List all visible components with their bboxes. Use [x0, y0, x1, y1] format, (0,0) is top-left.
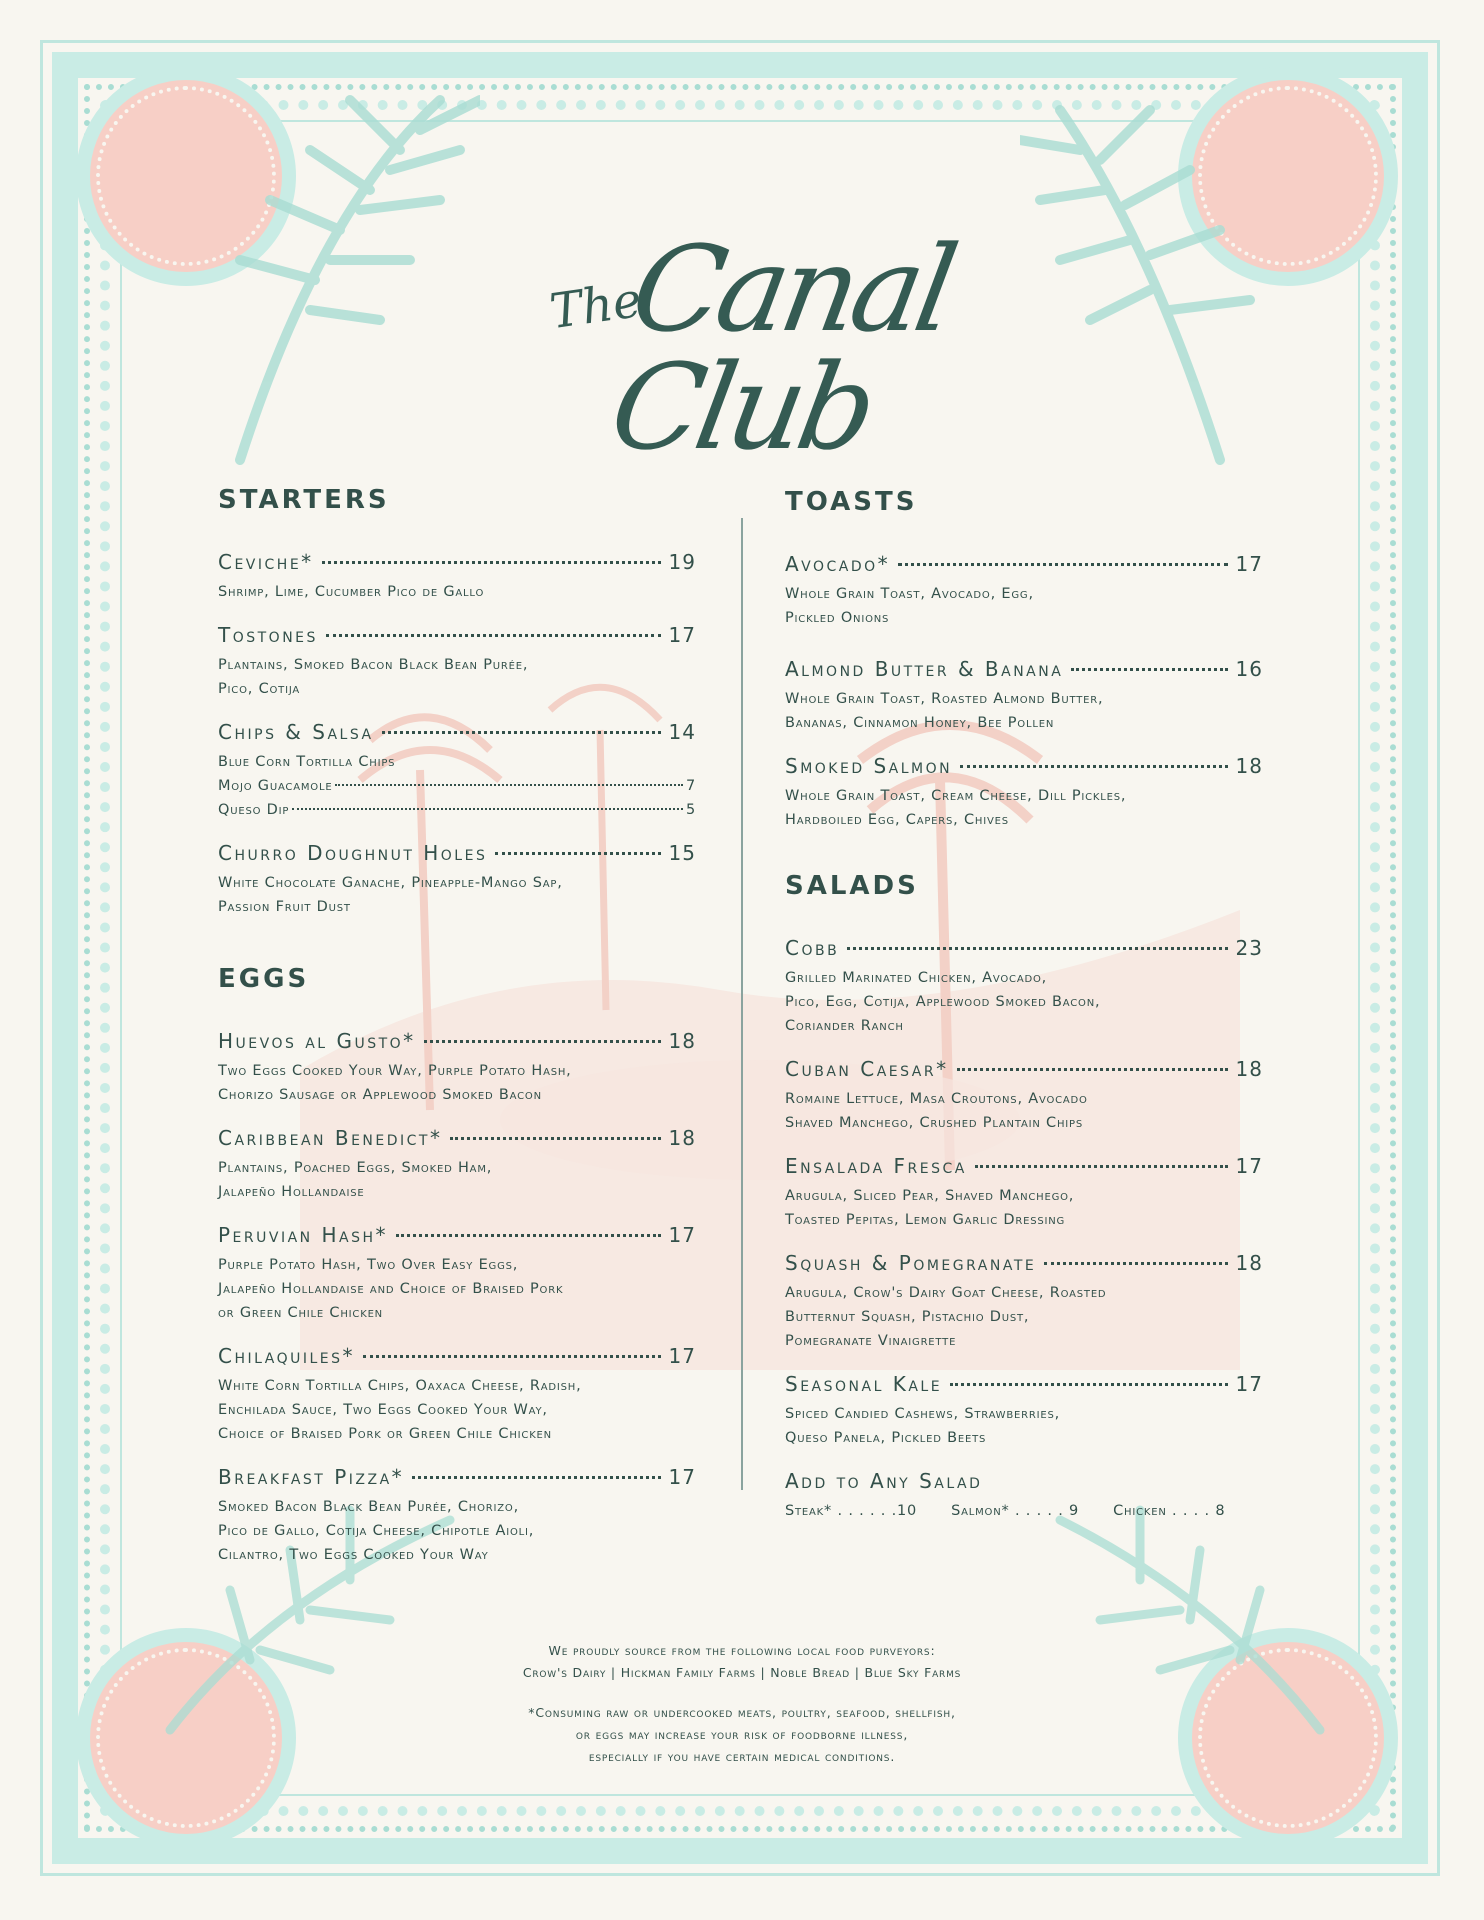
item-price: 17 — [1235, 1372, 1263, 1396]
item-description: Whole Grain Toast, Cream Cheese, Dill Pickles, — [785, 788, 1127, 804]
sub-item-mojo-guacamole — [218, 774, 696, 798]
item-price: 23 — [1235, 936, 1263, 960]
item-description: White Corn Tortilla Chips, Oaxaca Cheese, Radish, — [218, 1378, 582, 1394]
item-description: Jalapeño Hollandaise and Choice of Braised Pork — [218, 1281, 564, 1297]
dot-leader — [396, 1234, 661, 1237]
item-description: Hardboiled Egg, Capers, Chives — [785, 812, 1009, 828]
addon-label: Salmon* — [951, 1503, 1010, 1519]
addon-price: 10 — [897, 1503, 918, 1519]
menu-item-ensalada-fresca — [785, 1154, 1263, 1232]
dot-leader — [960, 765, 1227, 768]
menu-item-seasonal-kale — [785, 1372, 1263, 1450]
palm-frond-top-right-icon — [1020, 70, 1320, 470]
health-warning-line: *Consuming raw or undercooked meats, poultry, seafood, shellfish, — [528, 1705, 956, 1720]
item-description: Grilled Marinated Chicken, Avocado, — [785, 970, 1048, 986]
dot-leader — [975, 1165, 1228, 1168]
item-price: 18 — [1235, 1251, 1263, 1275]
item-description: Pomegranate Vinaigrette — [785, 1333, 957, 1349]
dot-leader — [335, 784, 683, 786]
sub-item-label: Queso Dip — [218, 802, 290, 818]
sub-item-price: 7 — [685, 778, 696, 794]
item-price: 16 — [1235, 657, 1263, 681]
item-description: Jalapeño Hollandaise — [218, 1184, 365, 1200]
addon-chicken: Chicken . . . . 8 — [1113, 1503, 1226, 1519]
section-title-toasts: TOASTS — [785, 487, 918, 517]
item-price: 17 — [668, 1465, 696, 1489]
menu-item-almond-butter-banana — [785, 657, 1263, 735]
dot-leader — [495, 852, 660, 855]
salad-addons — [785, 1469, 1263, 1523]
item-price: 18 — [1235, 1057, 1263, 1081]
menu-item-avocado-toast — [785, 552, 1263, 630]
item-name: Breakfast Pizza* — [218, 1465, 405, 1489]
item-description: Toasted Pepitas, Lemon Garlic Dressing — [785, 1212, 1066, 1228]
addon-label: Chicken — [1113, 1503, 1167, 1519]
menu-item-squash-pomegranate — [785, 1251, 1263, 1353]
menu-item-churro-doughnut-holes — [218, 841, 696, 919]
menu-item-cuban-caesar — [785, 1057, 1263, 1135]
item-name: Peruvian Hash* — [218, 1223, 389, 1247]
addon-price: 8 — [1215, 1503, 1226, 1519]
dot-leader — [450, 1137, 660, 1140]
footer-spacer — [340, 1684, 1144, 1702]
item-price: 17 — [668, 623, 696, 647]
item-description: Smoked Bacon Black Bean Purée, Chorizo, — [218, 1499, 520, 1515]
menu-item-caribbean-benedict — [218, 1126, 696, 1204]
purveyors-intro: We proudly source from the following local food purveyors: — [548, 1643, 936, 1658]
menu-footer — [340, 1640, 1144, 1768]
section-title-salads: SALADS — [785, 871, 919, 901]
menu-item-tostones — [218, 623, 696, 701]
section-title-starters: STARTERS — [218, 485, 390, 515]
menu-item-chilaquiles — [218, 1344, 696, 1446]
item-description: Purple Potato Hash, Two Over Easy Eggs, — [218, 1257, 519, 1273]
item-name: Ceviche* — [218, 550, 314, 574]
item-price: 15 — [668, 841, 696, 865]
sub-item-price: 5 — [685, 802, 696, 818]
item-description: Butternut Squash, Pistachio Dust, — [785, 1309, 1030, 1325]
dot-leader — [898, 563, 1227, 566]
item-name: Cobb — [785, 936, 840, 960]
item-description: Pickled Onions — [785, 610, 890, 626]
item-description: Shrimp, Lime, Cucumber Pico de Gallo — [218, 584, 485, 600]
addon-price: 9 — [1069, 1503, 1080, 1519]
item-description: Romaine Lettuce, Masa Croutons, Avocado — [785, 1091, 1088, 1107]
item-name: Tostones — [218, 623, 318, 647]
menu-item-peruvian-hash — [218, 1223, 696, 1325]
item-name: Avocado* — [785, 552, 891, 576]
menu-item-chips-salsa — [218, 720, 696, 822]
section-title-eggs: EGGS — [218, 964, 310, 994]
item-name: Churro Doughnut Holes — [218, 841, 488, 865]
item-description: Whole Grain Toast, Roasted Almond Butter, — [785, 691, 1104, 707]
menu-item-smoked-salmon — [785, 754, 1263, 832]
dot-leader — [382, 731, 661, 734]
dot-leader — [1071, 668, 1227, 671]
item-description: Arugula, Crow's Dairy Goat Cheese, Roasted — [785, 1285, 1107, 1301]
palm-frond-top-left-icon — [120, 60, 480, 480]
item-price: 18 — [668, 1126, 696, 1150]
item-description: Pico, Cotija — [218, 681, 301, 697]
left-column — [218, 480, 696, 1567]
item-description: Cilantro, Two Eggs Cooked Your Way — [218, 1547, 489, 1563]
item-description: Chorizo Sausage or Applewood Smoked Bacon — [218, 1087, 542, 1103]
menu-item-breakfast-pizza — [218, 1465, 696, 1567]
logo-name: Canal Club — [601, 220, 962, 476]
item-description: Pico, Egg, Cotija, Applewood Smoked Bacon, — [785, 994, 1101, 1010]
dot-leader — [957, 1068, 1228, 1071]
item-name: Seasonal Kale — [785, 1372, 943, 1396]
dot-leader — [424, 1040, 661, 1043]
item-description: Enchilada Sauce, Two Eggs Cooked Your Way, — [218, 1402, 548, 1418]
item-name: Chilaquiles* — [218, 1344, 356, 1368]
dot-leader — [412, 1476, 660, 1479]
restaurant-logo — [540, 220, 962, 476]
dot-leader — [292, 808, 683, 810]
sub-item-label: Mojo Guacamole — [218, 778, 333, 794]
addon-label: Steak* — [785, 1503, 833, 1519]
dot-leader — [326, 634, 661, 637]
item-price: 18 — [668, 1029, 696, 1053]
item-price: 17 — [668, 1344, 696, 1368]
menu-item-huevos-al-gusto — [218, 1029, 696, 1107]
item-description: Passion Fruit Dust — [218, 899, 351, 915]
item-name: Squash & Pomegranate — [785, 1251, 1037, 1275]
item-description: White Chocolate Ganache, Pineapple-Mango Sap, — [218, 875, 563, 891]
item-description: Plantains, Poached Eggs, Smoked Ham, — [218, 1160, 493, 1176]
item-description: or Green Chile Chicken — [218, 1305, 383, 1321]
item-name: Chips & Salsa — [218, 720, 374, 744]
item-price: 17 — [668, 1223, 696, 1247]
item-description: Arugula, Sliced Pear, Shaved Manchego, — [785, 1188, 1075, 1204]
item-description: Blue Corn Tortilla Chips — [218, 754, 396, 770]
health-warning-line: especially if you have certain medical conditions. — [588, 1749, 896, 1764]
item-description: Bananas, Cinnamon Honey, Bee Pollen — [785, 715, 1055, 731]
item-description: Queso Panela, Pickled Beets — [785, 1430, 987, 1446]
dot-leader — [322, 561, 661, 564]
item-description: Two Eggs Cooked Your Way, Purple Potato Hash, — [218, 1063, 572, 1079]
item-description: Shaved Manchego, Crushed Plantain Chips — [785, 1115, 1084, 1131]
item-price: 17 — [1235, 1154, 1263, 1178]
purveyors-list: Crow's Dairy | Hickman Family Farms | Noble Bread | Blue Sky Farms — [522, 1665, 962, 1680]
item-name: Caribbean Benedict* — [218, 1126, 443, 1150]
item-price: 17 — [1235, 552, 1263, 576]
item-description: Pico de Gallo, Cotija Cheese, Chipotle Aioli, — [218, 1523, 535, 1539]
health-warning-line: or eggs may increase your risk of foodborne illness, — [575, 1727, 909, 1742]
item-name: Huevos al Gusto* — [218, 1029, 416, 1053]
dot-leader — [847, 947, 1227, 950]
dot-leader — [363, 1355, 661, 1358]
item-description: Coriander Ranch — [785, 1018, 904, 1034]
item-price: 18 — [1235, 754, 1263, 778]
item-name: Ensalada Fresca — [785, 1154, 967, 1178]
item-name: Almond Butter & Banana — [785, 657, 1064, 681]
item-price: 19 — [668, 550, 696, 574]
right-column — [785, 482, 1263, 1523]
item-name: Cuban Caesar* — [785, 1057, 949, 1081]
dot-leader — [950, 1383, 1227, 1386]
sub-item-queso-dip — [218, 798, 696, 822]
addon-salmon: Salmon* . . . . . 9 — [951, 1503, 1080, 1519]
dot-leader — [1044, 1262, 1227, 1265]
addon-steak: Steak* . . . . . .10 — [785, 1503, 918, 1519]
item-name: Smoked Salmon — [785, 754, 953, 778]
menu-item-cobb — [785, 936, 1263, 1038]
addons-list — [785, 1499, 1263, 1523]
item-description: Plantains, Smoked Bacon Black Bean Purée, — [218, 657, 529, 673]
addons-title: Add to Any Salad — [785, 1469, 983, 1493]
item-description: Choice of Braised Pork or Green Chile Chicken — [218, 1426, 552, 1442]
item-description: Spiced Candied Cashews, Strawberries, — [785, 1406, 1061, 1422]
column-divider — [741, 518, 743, 1490]
logo-the: The — [546, 271, 645, 341]
menu-item-ceviche — [218, 550, 696, 604]
item-description: Whole Grain Toast, Avocado, Egg, — [785, 586, 1034, 602]
item-price: 14 — [668, 720, 696, 744]
